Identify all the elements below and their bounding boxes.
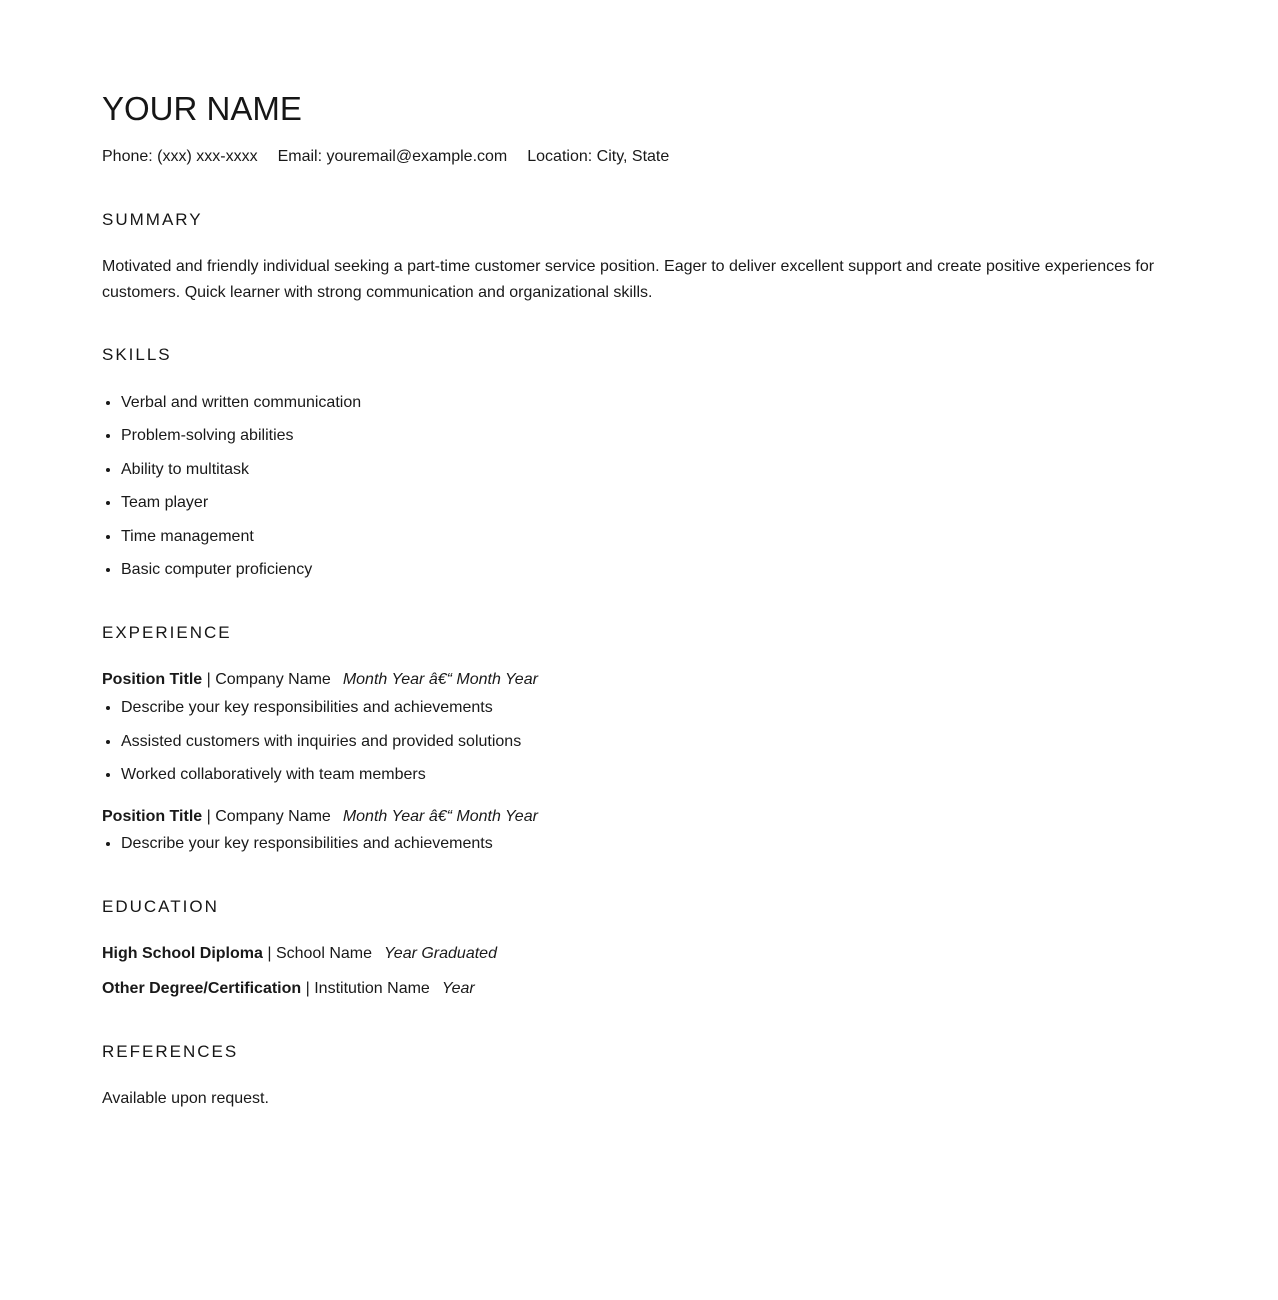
contact-line: [102, 144, 1178, 170]
job-title-line: [102, 667, 1178, 693]
skill-item: • Time management: [121, 524, 1178, 550]
job-dates: Month Year â€“ Month Year: [342, 807, 538, 825]
contact-email: Email: youremail@example.com: [277, 147, 508, 165]
skills-list: [102, 390, 1178, 584]
education-date: Year: [441, 980, 475, 997]
job-entry: [102, 804, 1178, 857]
skill-item: • Ability to multitask: [121, 457, 1178, 483]
job-separator: |: [206, 807, 211, 825]
skills-section: [102, 345, 1178, 583]
skill-item: • Verbal and written communication: [121, 390, 1178, 416]
education-heading: EDUCATION: [102, 897, 219, 917]
skills-heading: SKILLS: [102, 345, 172, 365]
education-date: Year Graduated: [384, 945, 497, 963]
education-entry: [102, 976, 1178, 1002]
summary-section: [102, 210, 1178, 306]
job-entry: [102, 667, 1178, 787]
references-text: Available upon request.: [102, 1089, 269, 1107]
education-entry: [102, 941, 1178, 967]
education-degree: High School Diploma: [102, 945, 263, 963]
job-bullet-list: [102, 695, 1178, 788]
name-heading: YOUR NAME: [102, 90, 302, 127]
skill-item: • Problem-solving abilities: [121, 423, 1178, 449]
job-bullet: • Describe your key responsibilities and achievements: [121, 695, 1178, 721]
education-separator: |: [267, 945, 272, 963]
summary-text: Motivated and friendly individual seeking a part-time customer service position. Eager to deliver excellent support and create positive experiences for customers. Quick learner with strong communication and organizational skills.: [102, 257, 1155, 301]
contact-location: Location: City, State: [527, 147, 670, 165]
contact-phone: Phone: (xxx) xxx-xxxx: [102, 147, 258, 165]
job-position-title: Position Title: [102, 671, 203, 689]
job-bullet: • Assisted customers with inquiries and provided solutions: [121, 729, 1178, 755]
references-heading: REFERENCES: [102, 1041, 239, 1061]
education-degree: Other Degree/Certification: [102, 980, 302, 997]
job-position-title: Position Title: [102, 807, 203, 825]
education-institution: Institution Name: [314, 980, 430, 997]
experience-heading: EXPERIENCE: [102, 623, 232, 643]
job-dates: Month Year â€“ Month Year: [342, 671, 538, 689]
references-section: [102, 1042, 1178, 1112]
job-separator: |: [206, 671, 211, 689]
job-title-line: [102, 804, 1178, 830]
skill-item: • Team player: [121, 490, 1178, 516]
skill-item: • Basic computer proficiency: [121, 557, 1178, 583]
job-bullet: • Worked collaboratively with team members: [121, 762, 1178, 788]
job-bullet-list: [102, 831, 1178, 857]
job-company-name: Company Name: [215, 671, 331, 689]
summary-heading: SUMMARY: [102, 209, 203, 229]
resume-header: [102, 90, 1178, 170]
experience-section: [102, 623, 1178, 857]
education-separator: |: [305, 980, 310, 997]
education-section: [102, 897, 1178, 1002]
job-company-name: Company Name: [215, 807, 331, 825]
education-institution: School Name: [275, 945, 372, 963]
job-bullet: • Describe your key responsibilities and achievements: [121, 831, 1178, 857]
